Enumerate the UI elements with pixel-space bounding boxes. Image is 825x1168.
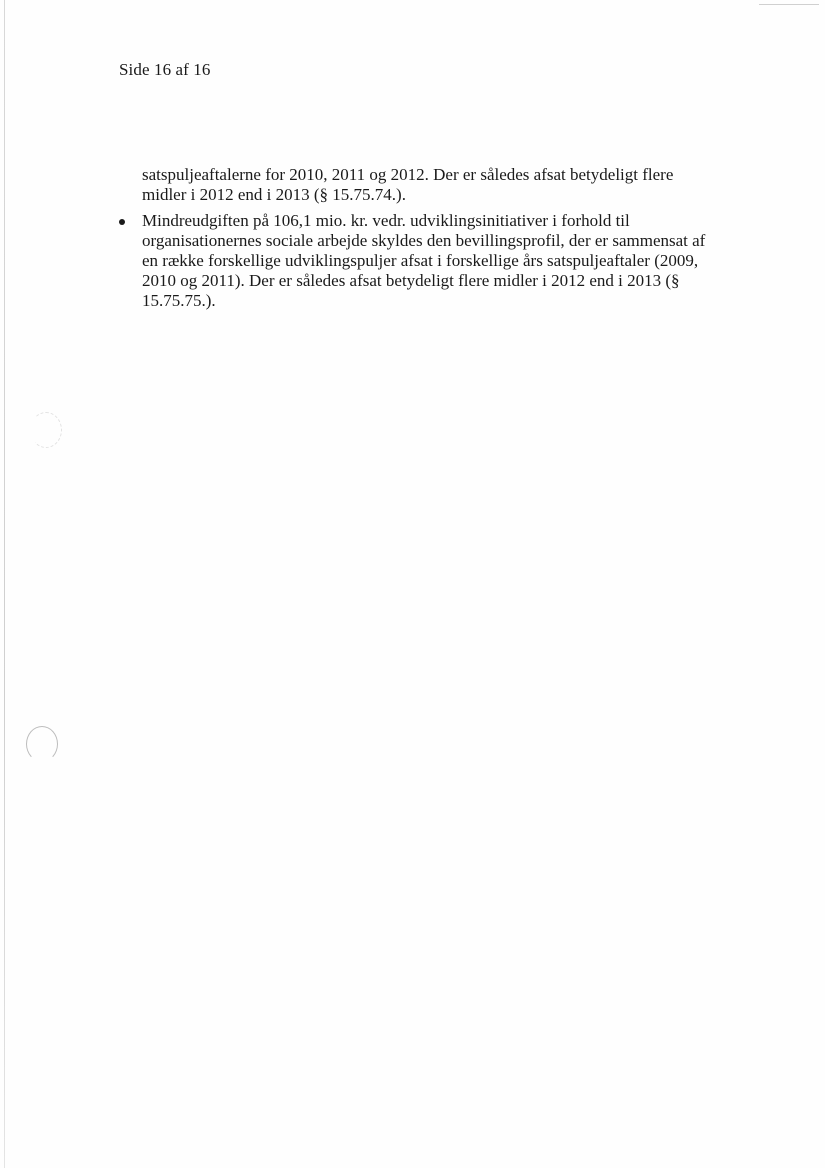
bullet-text: Mindreudgiften på 106,1 mio. kr. vedr. udviklingsinitiativer i forhold til organisationernes sociale arbejde skyldes den bevillingsprofil, der er sammensat af en række forskellige udviklingspuljer afsat i forskellige års satspuljeaftaler (2009, 2010 og 2011). Der er således afsat betydeligt flere midler i 2012 end i 2013 (§ 15.75.75.).: [142, 211, 706, 310]
document-body: [119, 165, 709, 311]
scan-left-edge: [4, 0, 5, 1168]
bullet-list: [119, 211, 709, 311]
bullet-icon: [119, 219, 125, 225]
continuation-paragraph: satspuljeaftalerne for 2010, 2011 og 2012. Der er således afsat betydeligt flere midler i 2012 end i 2013 (§ 15.75.74.).: [142, 165, 674, 204]
list-item: [119, 211, 709, 311]
punch-hole-mark: [30, 412, 62, 448]
page-number-header: Side 16 af 16: [119, 60, 211, 79]
scan-top-mark: [759, 4, 819, 5]
punch-hole-mark: [26, 726, 58, 762]
